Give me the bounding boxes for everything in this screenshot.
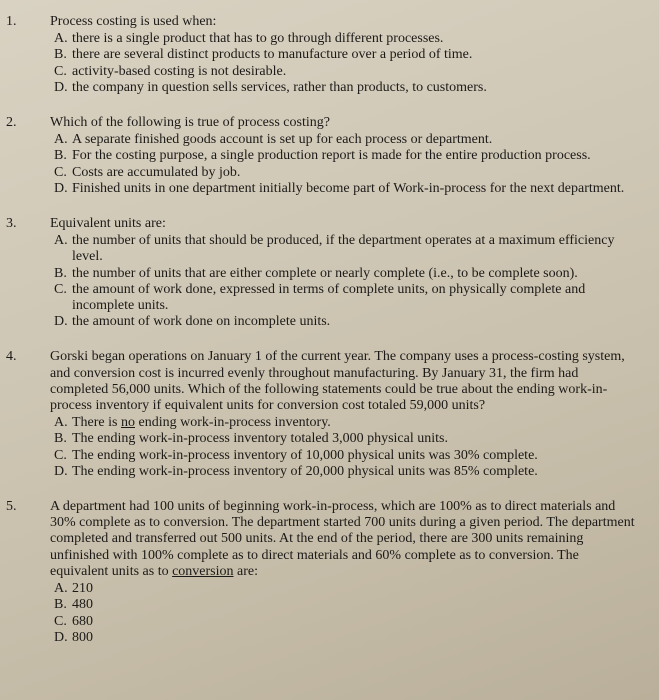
option-text: the number of units that should be produced, if the department operates at a maximum efficiency level. <box>72 233 615 265</box>
answer-option-a <box>50 581 639 597</box>
question-stem <box>50 499 639 580</box>
option-letter: A. <box>54 233 68 249</box>
stem-text-end: are: <box>233 563 259 579</box>
question-5 <box>0 499 639 646</box>
answer-option-c <box>50 64 639 80</box>
question-4 <box>0 349 639 480</box>
option-letter: D. <box>54 314 68 330</box>
question-number: 2. <box>6 115 17 131</box>
option-text: Costs are accumulated by job. <box>72 164 241 180</box>
option-text: The ending work-in-process inventory totaled 3,000 physical units. <box>72 431 448 447</box>
underlined-word: conversion <box>172 563 234 579</box>
answer-option-a <box>50 415 639 431</box>
answer-option-b <box>50 597 639 613</box>
answer-options <box>50 233 639 330</box>
answer-option-a <box>50 31 639 47</box>
question-3 <box>0 216 639 330</box>
question-1 <box>0 14 639 96</box>
answer-option-d <box>50 80 639 96</box>
answer-option-b <box>50 431 639 447</box>
answer-options <box>50 581 639 646</box>
option-letter: B. <box>54 47 67 63</box>
question-body <box>50 349 639 480</box>
option-text: For the costing purpose, a single production report is made for the entire production process. <box>72 148 591 164</box>
option-text: 680 <box>72 613 93 629</box>
option-letter: B. <box>54 431 67 447</box>
answer-option-c <box>50 614 639 630</box>
answer-option-d <box>50 464 639 480</box>
option-text: Finished units in one department initially become part of Work-in-process for the next department. <box>72 180 625 196</box>
answer-option-b <box>50 47 639 63</box>
answer-option-c <box>50 165 639 181</box>
option-letter: D. <box>54 180 68 196</box>
option-text: the amount of work done on incomplete units. <box>72 314 331 330</box>
answer-option-c <box>50 448 639 464</box>
option-text: 800 <box>72 629 93 645</box>
answer-option-a <box>50 132 639 148</box>
option-text-start: There is <box>72 415 121 431</box>
option-text: the amount of work done, expressed in terms of complete units, on physically complete and incomplete units. <box>72 281 586 314</box>
question-number: 4. <box>6 349 17 365</box>
option-letter: C. <box>54 164 67 180</box>
question-body <box>50 115 639 197</box>
question-number: 3. <box>6 216 17 232</box>
option-text: the number of units that are either complete or nearly complete (i.e., to be complete soon). <box>72 265 578 281</box>
option-letter: B. <box>54 597 67 613</box>
question-number: 5. <box>6 499 17 515</box>
option-letter: C. <box>54 281 67 297</box>
question-stem: Process costing is used when: <box>50 14 217 29</box>
question-stem: Gorski began operations on January 1 of the current year. The company uses a process-costing system, and conversion cost is incurred evenly throughout manufacturing. By January 31, the firm had completed 56,000 units. Which of the following statements could be true about the ending work-in-process inventory if equivalent units for conversion cost totaled 59,000 units? <box>50 349 625 414</box>
option-text: The ending work-in-process inventory of 10,000 physical units was 30% complete. <box>72 447 538 463</box>
question-stem: Which of the following is true of process costing? <box>50 115 330 131</box>
question-body <box>50 499 639 646</box>
answer-option-b <box>50 148 639 164</box>
question-body <box>50 216 639 330</box>
option-text: there are several distinct products to manufacture over a period of time. <box>72 47 473 63</box>
option-letter: B. <box>54 265 67 281</box>
option-letter: A. <box>54 415 68 431</box>
option-letter: C. <box>54 63 67 79</box>
option-text: The ending work-in-process inventory of 20,000 physical units was 85% complete. <box>72 463 538 479</box>
option-letter: D. <box>54 463 68 479</box>
answer-options <box>50 132 639 197</box>
answer-options <box>50 31 639 96</box>
option-text: 480 <box>72 597 93 613</box>
answer-options <box>50 415 639 480</box>
answer-option-d <box>50 630 639 646</box>
option-letter: A. <box>54 581 68 597</box>
option-letter: A. <box>54 31 68 47</box>
option-letter: C. <box>54 447 67 463</box>
option-text: A separate finished goods account is set up for each process or department. <box>72 132 493 148</box>
answer-option-b <box>50 266 639 282</box>
option-letter: B. <box>54 148 67 164</box>
question-stem: Equivalent units are: <box>50 216 166 232</box>
stem-text-start: A department had 100 units of beginning work-in-process, which are 100% as to direct materials and 30% complete as to conversion. The department started 700 units during a given period. The department completed and transferred out 500 units. At the end of the period, there are 300 units remaining unfinished with 100% complete as to direct materials and 60% complete as to conversion. The equivalent units as to <box>50 499 635 579</box>
option-text: the company in question sells services, rather than products, to customers. <box>72 79 487 95</box>
answer-option-c <box>50 282 639 314</box>
option-text: there is a single product that has to go through different processes. <box>72 31 444 47</box>
question-body <box>50 14 639 96</box>
option-letter: D. <box>54 79 68 95</box>
underlined-word: no <box>120 415 135 431</box>
question-number: 1. <box>6 14 17 29</box>
option-text: activity-based costing is not desirable. <box>72 63 287 79</box>
answer-option-d <box>50 314 639 330</box>
answer-option-d <box>50 181 639 197</box>
option-letter: D. <box>54 629 68 645</box>
answer-option-a <box>50 233 639 265</box>
option-text <box>72 415 639 431</box>
question-2 <box>0 115 639 197</box>
option-text-end: ending work-in-process inventory. <box>134 415 331 431</box>
option-text: 210 <box>72 581 93 597</box>
option-letter: C. <box>54 613 67 629</box>
option-letter: A. <box>54 132 68 148</box>
